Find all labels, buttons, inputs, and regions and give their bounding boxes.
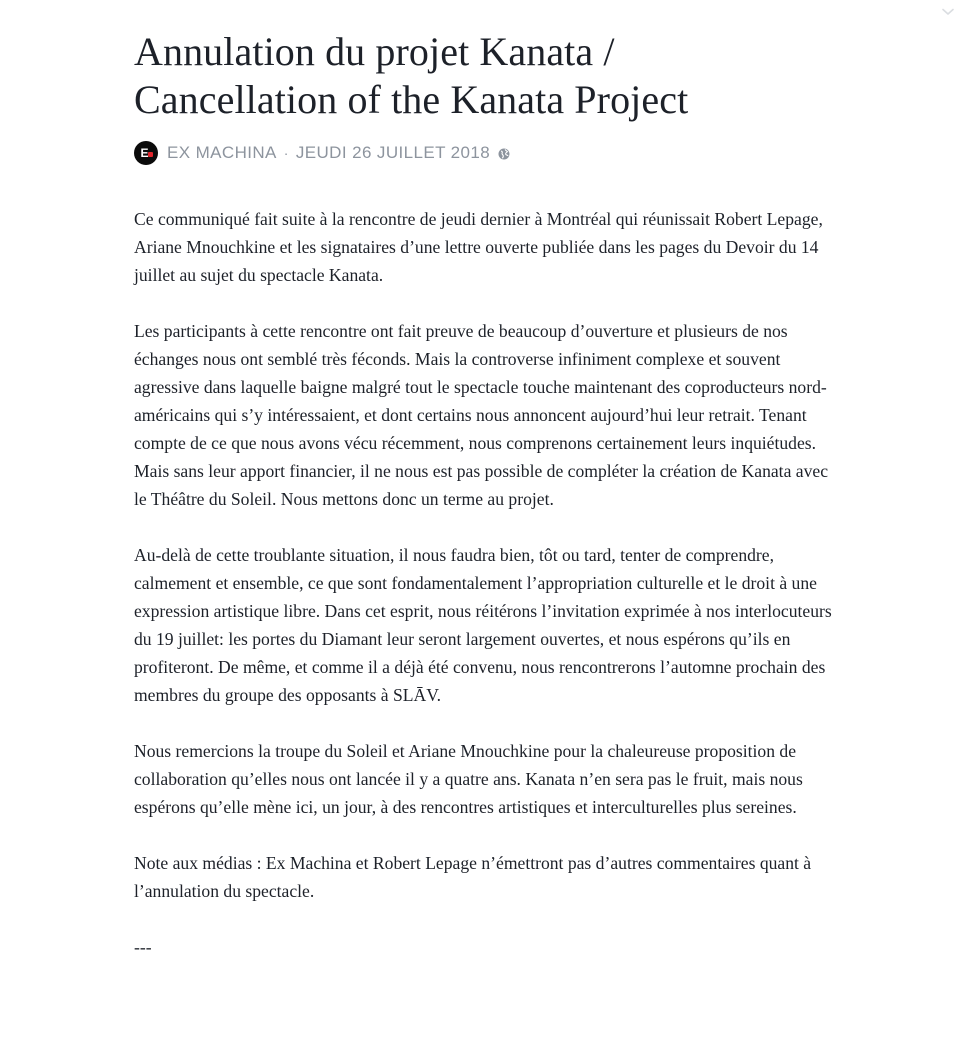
page-title: [134, 28, 838, 124]
byline-meta: [167, 143, 510, 163]
title-line-2: Cancellation of the Kanata Project: [134, 77, 689, 122]
paragraph: Les participants à cette rencontre ont fait preuve de beaucoup d’ouverture et plusieurs de nos échanges nous ont semblé très féconds. Mais la controverse infiniment complexe et souvent agressive dans laquelle baigne malgré tout le spectacle touche maintenant des coproducteurs nord-américains qui s’y intéressaient, et dont certains nous annoncent aujourd’hui leur retrait. Tenant compte de ce que nous avons vécu récemment, nous comprenons certainement leurs inquiétudes. Mais sans leur apport financier, il ne nous est pas possible de compléter la création de Kanata avec le Théâtre du Soleil. Nous mettons donc un terme au projet.: [134, 321, 828, 509]
paragraph: Au-delà de cette troublante situation, il nous faudra bien, tôt ou tard, tenter de comprendre, calmement et ensemble, ce que sont fondamentalement l’appropriation culturelle et le droit à une expression artistique libre. Dans cet esprit, nous réitérons l’invitation exprimée à nos interlocuteurs du 19 juillet: les portes du Diamant leur seront largement ouvertes, et nous espérons qu’ils en profiteront. De même, et comme il a déjà été convenu, nous rencontrerons l’automne prochain des membres du groupe des opposants à SLĀV.: [134, 545, 832, 705]
note-article: [134, 28, 838, 989]
title-line-1: Annulation du projet Kanata /: [134, 29, 615, 74]
byline-separator: ·: [283, 145, 289, 161]
byline: [134, 140, 838, 166]
paragraph: Nous remercions la troupe du Soleil et Ariane Mnouchkine pour la chaleureuse proposition de collaboration qu’elles nous ont lancée il y a quatre ans. Kanata n’en sera pas le fruit, mais nous espérons qu’elle mène ici, un jour, à des rencontres artistiques et interculturelles plus sereines.: [134, 741, 803, 817]
author-link[interactable]: EX MACHINA: [167, 143, 277, 162]
avatar[interactable]: [134, 141, 158, 165]
chevron-down-icon[interactable]: [940, 4, 956, 20]
paragraph-divider: ---: [134, 937, 152, 957]
paragraph: Note aux médias : Ex Machina et Robert Lepage n’émettront pas d’autres commentaires quant à l’annulation du spectacle.: [134, 853, 812, 901]
avatar-initial: E: [140, 146, 149, 160]
paragraph: Ce communiqué fait suite à la rencontre de jeudi dernier à Montréal qui réunissait Robert Lepage, Ariane Mnouchkine et les signataires d’une lettre ouverte publiée dans les pages du Devoir du 14 juillet au sujet du spectacle Kanata.: [134, 209, 823, 285]
avatar-accent: [148, 152, 153, 157]
globe-icon[interactable]: [497, 148, 510, 161]
article-body: [134, 205, 838, 961]
date-link[interactable]: JEUDI 26 JUILLET 2018: [295, 143, 491, 162]
